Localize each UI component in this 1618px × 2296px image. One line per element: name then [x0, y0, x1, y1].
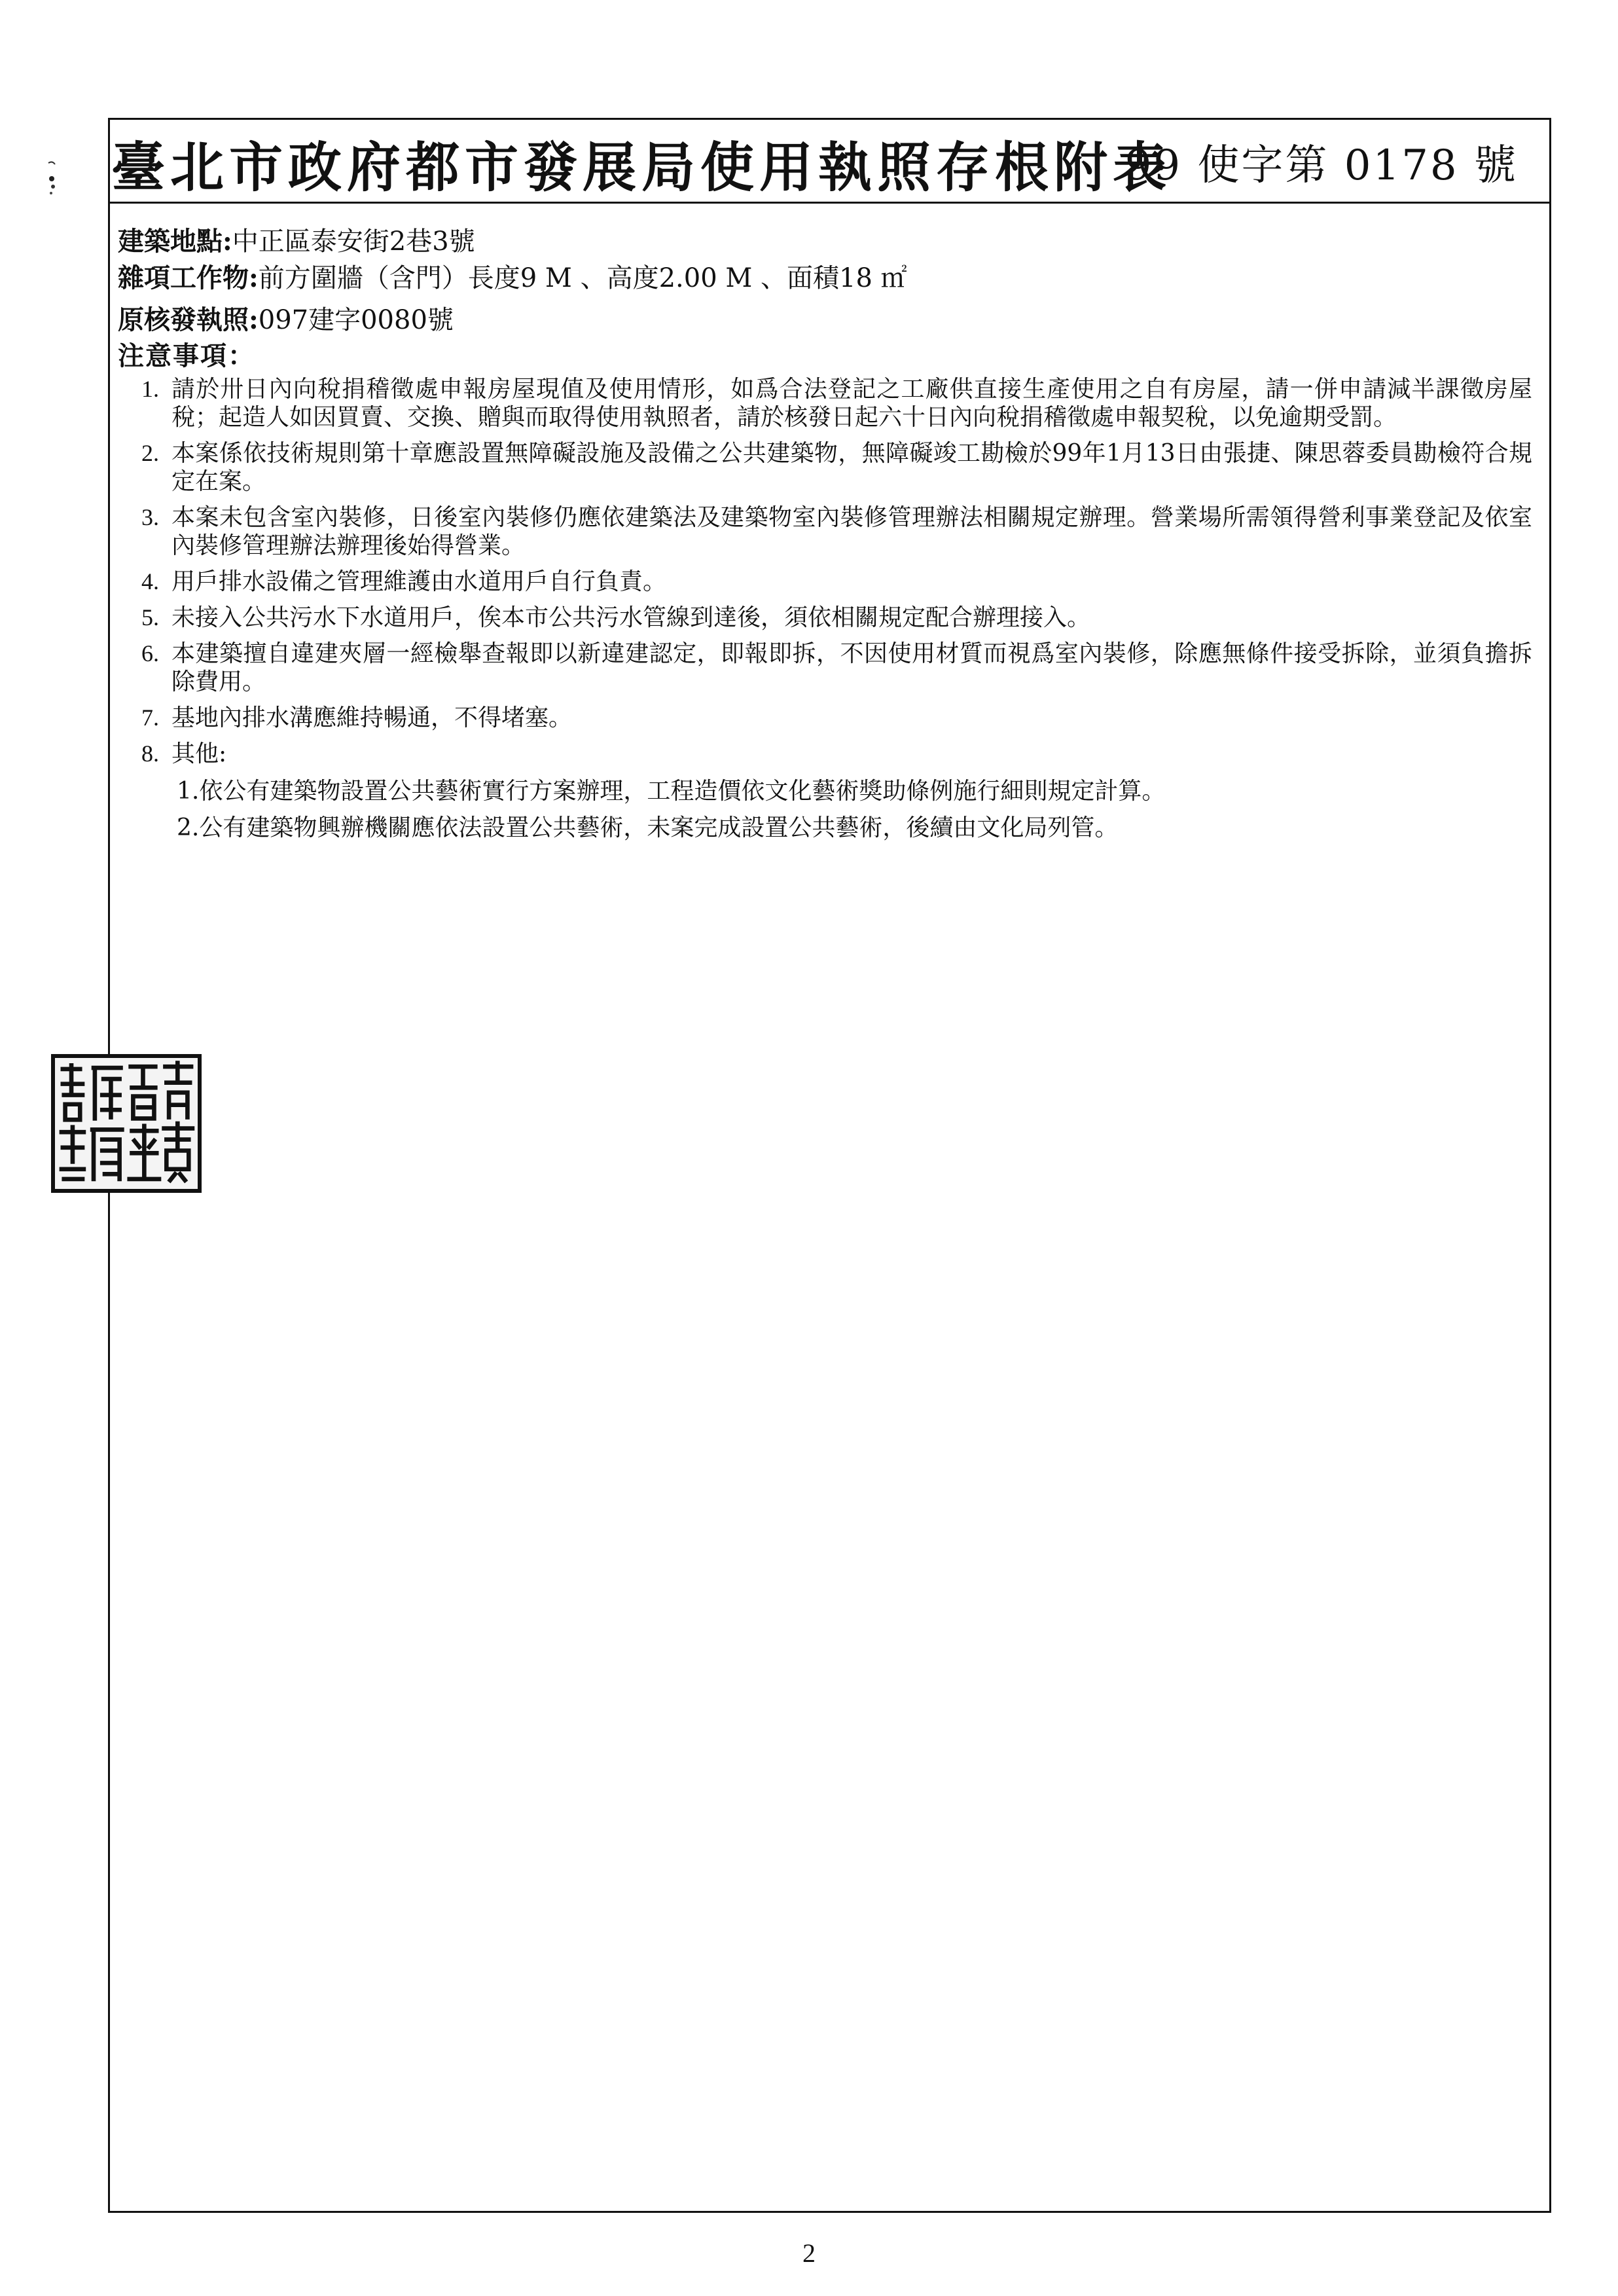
title-bar [110, 120, 1549, 204]
subnote-item: 2.公有建築物興辦機關應依法設置公共藝術，未案完成設置公共藝術，後續由文化局列管。 [177, 814, 1119, 841]
note-text: 基地內排水溝應維持暢通，不得堵塞。 [171, 704, 573, 731]
note-text: 請於卅日內向稅捐稽徵處申報房屋現值及使用情形，如爲合法登記之工廠供直接生產使用之自有房屋，請一併申請減半課徵房屋稅；起造人如因買賣、交換、贈與而取得使用執照者，請於核發日起六十日內向稅捐稽徵處申報契稅，以免逾期受罰。 [171, 376, 1532, 431]
note-number: 5. [141, 604, 159, 630]
document-number: 99 使字第 0178 號 [1124, 141, 1518, 190]
note-item [118, 568, 1532, 596]
structure-label: 雜項工作物: [118, 263, 259, 293]
note-item [118, 503, 1532, 560]
subnote-item: 1.依公有建築物設置公共藝術實行方案辦理，工程造價依文化藝術獎助條例施行細則規定計算。 [177, 778, 1166, 805]
note-text: 用戶排水設備之管理維護由水道用戶自行負責。 [171, 568, 667, 595]
subnotes-list [118, 777, 1532, 843]
note-text: 未接入公共污水下水道用戶，俟本市公共污水管線到達後，須依相關規定配合辦理接入。 [171, 604, 1091, 631]
official-seal-stamp [51, 1054, 202, 1193]
note-number: 7. [141, 704, 159, 731]
note-number: 1. [141, 376, 159, 402]
document-frame [108, 118, 1551, 2213]
note-number: 3. [141, 504, 159, 530]
license-row [118, 302, 1532, 338]
note-item [118, 740, 1532, 768]
note-number: 2. [141, 440, 159, 466]
license-label: 原核發執照: [118, 304, 259, 335]
scan-speck-icon [47, 160, 58, 200]
location-value: 中正區泰安街2巷3號 [232, 227, 475, 257]
page-number: 2 [802, 2238, 816, 2268]
note-item [118, 439, 1532, 496]
note-number: 4. [141, 568, 159, 594]
note-text: 本案未包含室內裝修，日後室內裝修仍應依建築法及建築物室內裝修管理辦法相關規定辦理。營業場所需領得營利事業登記及依室內裝修管理辦法辦理後始得營業。 [171, 504, 1532, 559]
note-item [118, 604, 1532, 632]
notes-list [118, 375, 1532, 768]
document-title: 臺北市政府都市發展局使用執照存根附表 [111, 136, 1172, 199]
note-text: 本建築擅自違建夾層一經檢舉查報即以新違建認定，即報即拆，不因使用材質而視爲室內裝修，除應無條件接受拆除，並須負擔拆除費用。 [171, 640, 1532, 695]
note-text: 本案係依技術規則第十章應設置無障礙設施及設備之公共建築物，無障礙竣工勘檢於99年1月13日由張捷、陳思蓉委員勘檢符合規定在案。 [171, 440, 1532, 495]
notes-heading: 注意事項： [118, 340, 255, 371]
location-label: 建築地點: [118, 226, 232, 257]
note-number: 8. [141, 740, 159, 767]
structure-value: 前方圍牆（含門）長度9 M 、高度2.00 M 、面積18 ㎡ [258, 263, 907, 293]
note-item [118, 375, 1532, 431]
license-value: 097建字0080號 [258, 305, 454, 335]
structure-row [118, 260, 1532, 297]
note-item [118, 704, 1532, 732]
document-body [110, 204, 1549, 850]
location-row [118, 223, 1532, 260]
note-number: 6. [141, 640, 159, 666]
note-item [118, 640, 1532, 696]
note-text: 其他: [171, 740, 227, 767]
seal-glyphs-icon [55, 1058, 198, 1189]
